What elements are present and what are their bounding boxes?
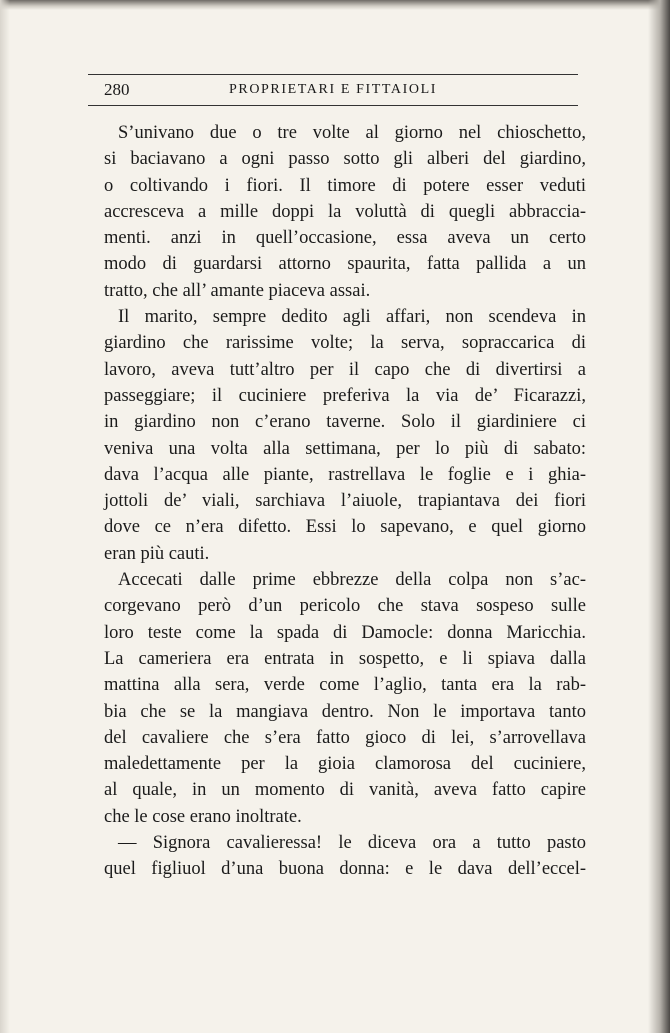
paragraph: [104, 304, 586, 567]
text-line: che le cose erano inoltrate.: [104, 806, 302, 827]
text-line: Accecati dalle prime ebbrezze della colpa non s’ac-: [118, 570, 586, 591]
text-line: — Signora cavalieressa! le diceva ora a tutto pasto: [118, 833, 586, 854]
text-line: modo di guardarsi attorno spaurita, fatta pallida a un: [104, 254, 586, 275]
text-line: accresceva a mille doppi la voluttà di quegli abbraccia-: [104, 201, 586, 222]
text-line: La cameriera era entrata in sospetto, e li spiava dalla: [104, 648, 586, 669]
text-line: tratto, che all’ amante piaceva assai.: [104, 280, 371, 301]
text-line: passeggiare; il cuciniere preferiva la via de’ Ficarazzi,: [104, 385, 586, 406]
text-line: in giardino non c’erano taverne. Solo il giardiniere ci: [104, 412, 586, 433]
text-line: quel figliuol d’una buona donna: e le dava dell’eccel-: [104, 859, 586, 880]
text-line: o coltivando i fiori. Il timore di potere esser veduti: [104, 175, 586, 196]
page-header: [88, 74, 578, 106]
text-line: del cavaliere che s’era fatto gioco di lei, s’arrovellava: [104, 727, 586, 748]
text-line: dava l’acqua alle piante, rastrellava le foglie e i ghia-: [104, 464, 586, 485]
text-line: S’univano due o tre volte al giorno nel chioschetto,: [118, 123, 586, 143]
text-line: maledettamente per la gioia clamorosa del cuciniere,: [104, 754, 586, 775]
text-line: giardino che rarissime volte; la serva, sopraccarica di: [104, 333, 586, 354]
page-edge-left: [0, 0, 10, 1033]
text-line: loro teste come la spada di Damocle: donna Maricchia.: [104, 622, 586, 643]
text-line: al quale, in un momento di vanità, aveva fatto capire: [104, 780, 586, 801]
paragraph: [104, 830, 586, 883]
text-line: lavoro, aveva tutt’altro per il capo che di divertirsi a: [104, 359, 586, 380]
text-line: mattina alla sera, verde come l’aglio, tanta era la rab-: [104, 675, 586, 696]
text-line: corgevano però d’un pericolo che stava sospeso sulle: [104, 596, 586, 617]
page-edge-right: [648, 0, 670, 1033]
text-line: jottoli de’ viali, sarchiava l’aiuole, trapiantava dei fiori: [104, 491, 586, 512]
page-edge-top: [0, 0, 670, 10]
text-line: menti. anzi in quell’occasione, essa aveva un certo: [104, 228, 586, 249]
paragraph: [104, 567, 586, 830]
body-text: [104, 120, 586, 883]
text-line: dove ce n’era difetto. Essi lo sapevano, e quel giorno: [104, 517, 586, 538]
text-line: Il marito, sempre dedito agli affari, non scendeva in: [118, 307, 586, 328]
text-line: bia che se la mangiava dentro. Non le importava tanto: [104, 701, 586, 722]
page-number: 280: [104, 80, 130, 99]
text-line: si baciavano a ogni passo sotto gli alberi del giardino,: [104, 149, 586, 170]
text-line: veniva una volta alla settimana, per lo più di sabato:: [104, 438, 586, 459]
text-line: eran più cauti.: [104, 543, 210, 564]
running-title: PROPRIETARI E FITTAIOLI: [229, 82, 437, 97]
paragraph: [104, 120, 586, 304]
